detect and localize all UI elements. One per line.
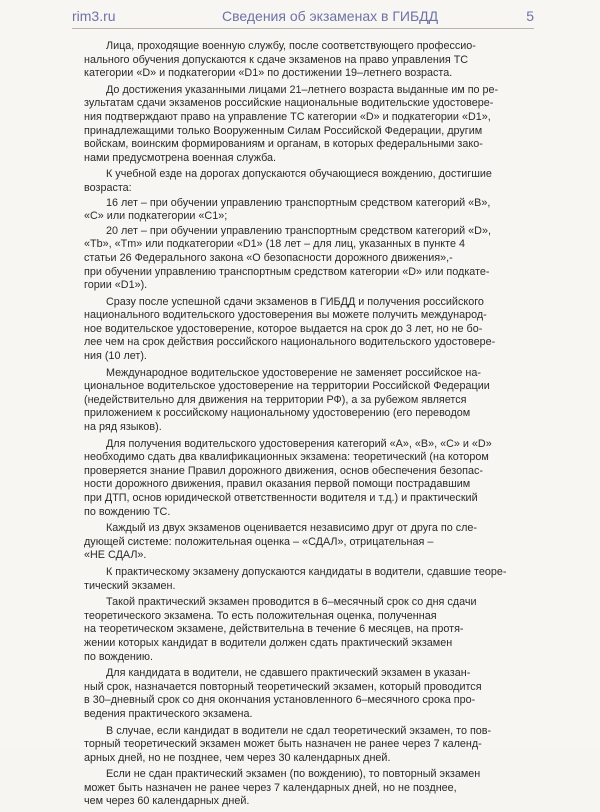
paragraph: В случае, если кандидат в водители не сдал теоретический экзамен, то пов- торный теоретический экзамен может быть назначен не ранее через 7 календ- арных дней, но не позднее, чем через 30 календарных дней. xyxy=(84,724,492,764)
section-title: Сведения об экзаменах в ГИБДД xyxy=(222,8,439,24)
paragraph: Если не сдан практический экзамен (по вождению), то повторный экзамен может быть назначен не ранее через 7 календарных дней, но не позднее, чем через 60 календарных дней. xyxy=(84,768,481,808)
page-number: 5 xyxy=(526,8,534,24)
site-name: rim3.ru xyxy=(72,8,116,24)
paragraph: До достижения указанными лицами 21–летнего возраста выданные им по ре- зультатам сдачи экзаменов российские национальные водительские удостовере- ния подтверждают право на управление ТС категории «D» и подкатегории «D1», принадлежащими только Вооруженным Силам Российской Федерации, другим войскам, воинским формированиям и органам, в которых федеральными зако- нами предусмотрена военная служба. xyxy=(84,83,499,164)
paragraph: Такой практический экзамен проводится в 6–месячный срок со дня сдачи теоретического экзамена. То есть положительная оценка, полученная на теоретическом экзамене, действительна в течение 6 месяцев, на протя- жении которых кандидат в водители должен сдать практический экзамен по вождению. xyxy=(84,596,477,663)
paragraph: Для получения водительского удостоверения категорий «А», «В», «С» и «D» необходимо сдать два квалификационных экзамена: теоретический (на котором проверяется знание Правил дорожного движения, основ обеспечения безопас- ности дорожного движения, правил оказания первой помощи пострадавшим при ДТП, основ юридической ответственности водителя и т.д.) и практический по вождению ТС. xyxy=(84,437,492,518)
paragraph: Лица, проходящие военную службу, после соответствующего профессио- нального обучения допускаются к сдаче экзаменов на право управления ТС категории «D» и подкатегории «D1» по достижении 19–летнего возраста. xyxy=(84,40,476,80)
paragraph: 16 лет – при обучении управлению транспортным средством категорий «В», «С» или подкатегории «С1»; xyxy=(84,196,491,223)
page-header xyxy=(72,4,534,29)
body-text xyxy=(84,40,516,812)
paragraph: Для кандидата в водители, не сдавшего практический экзамен в указан- ный срок, назначается повторный теоретический экзамен, который проводится в 30–дневный срок со дня окончания установленного 6–месячного срока про- ведения практического экзамена. xyxy=(84,667,482,720)
paragraph: К учебной езде на дорогах допускаются обучающиеся вождению, достигшие возраста: xyxy=(84,168,492,194)
paragraph: Международное водительское удостоверение не заменяет российское на- циональное водительское удостоверение на территории Российской Федерации (недействительно для движения на территории РФ), а за рубежом является приложением к российскому национальному удостоверению (его переводом на ряд языков). xyxy=(84,366,490,434)
paragraph: 20 лет – при обучении управлению транспортным средством категорий «D», «Tb», «Tm» или подкатегории «D1» (18 лет – для лиц, указанных в пункте 4 статьи 26 Федерального закона «О безопасности дорожного движения»,- при обучении управлению транспортным средством категории «D» или подкате- гории «D1»). xyxy=(84,224,491,292)
paragraph: Сразу после успешной сдачи экзаменов в ГИБДД и получения российского национального водительского удостоверения вы можете получить международ- ное водительское удостоверение, которое выдается на срок до 3 лет, но не бо- лее чем на срок действия российского национального водительского удостовере- ния (10 лет). xyxy=(84,295,496,363)
paragraph: К практическому экзамену допускаются кандидаты в водители, сдавшие теоре- тический экзамен. xyxy=(84,565,507,592)
paragraph: Каждый из двух экзаменов оценивается независимо друг от друга по сле- дующей системе: положительная оценка – «СДАЛ», отрицательная – «НЕ СДАЛ». xyxy=(84,522,478,562)
